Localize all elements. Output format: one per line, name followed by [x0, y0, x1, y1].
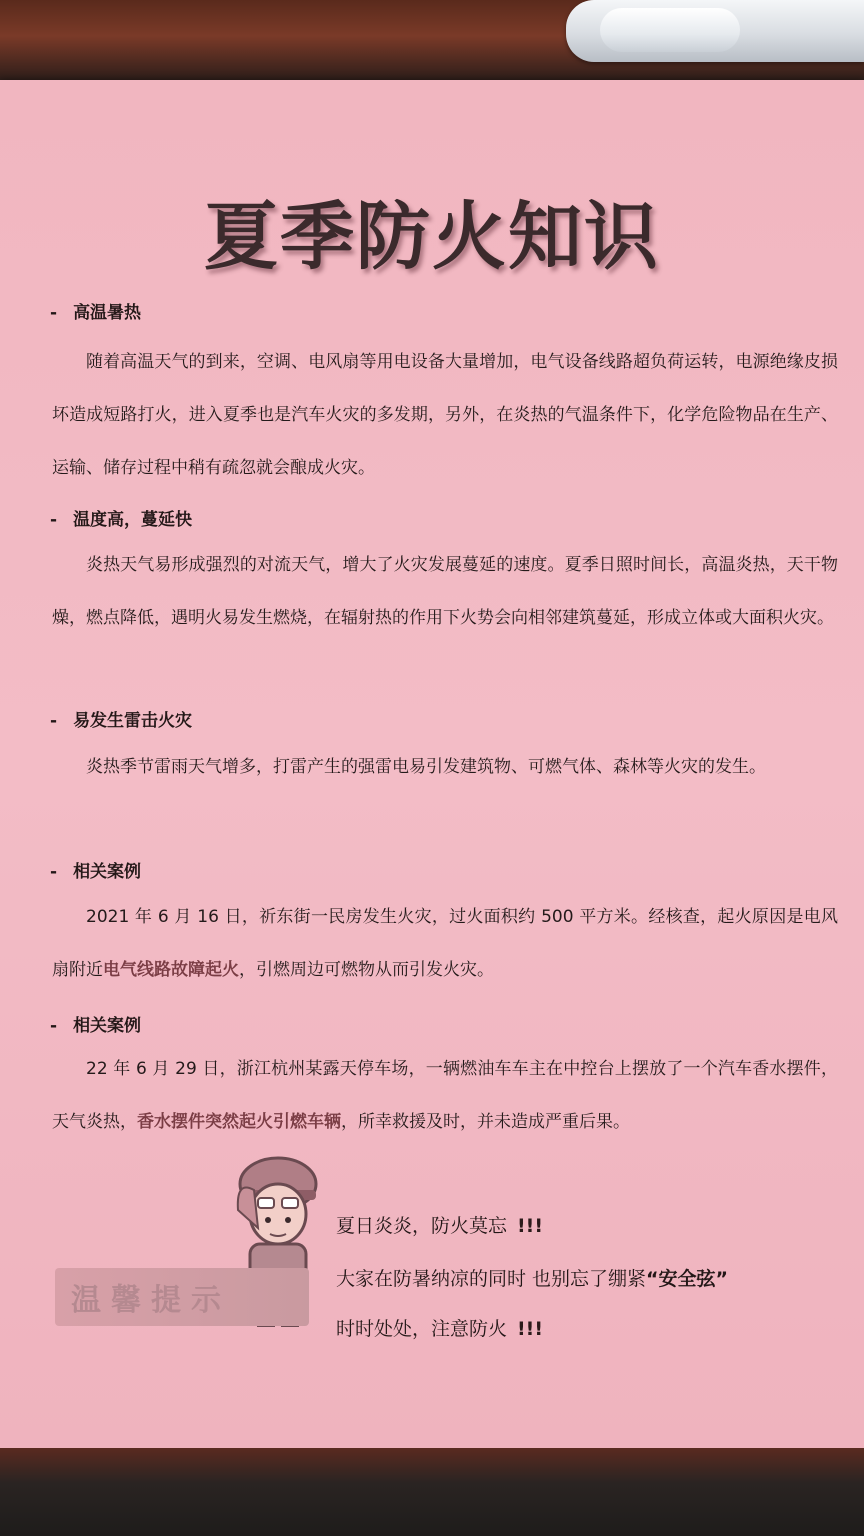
case-text: 22 年 6 月 29 日，浙江杭州某露天停车场，一辆燃油车车主在中控台上摆放了一个汽车香水摆件，天气炎热，	[52, 1059, 838, 1132]
pen-cap-image	[600, 8, 740, 52]
section-paragraph: 随着高温天气的到来，空调、电风扇等用电设备大量增加，电气设备线路超负荷运转，电源绝缘皮损坏造成短路打火，进入夏季也是汽车火灾的多发期，另外，在炎热的气温条件下，化学危险物品在生产、运输、储存过程中稍有疏忽就会酿成火灾。	[52, 352, 838, 478]
case-highlight: 香水摆件突然起火引燃车辆	[137, 1112, 341, 1132]
desk-bottom-edge	[0, 1448, 864, 1536]
case-paragraph	[52, 1043, 838, 1149]
case-paragraph	[52, 891, 838, 997]
tip-highlight: “安全弦”	[646, 1268, 729, 1290]
section-heading-text: 高温暑热	[73, 303, 142, 323]
case-text: 2021 年 6 月 16 日，祈东街一民房发生火灾，过火面积约 500 平方米。经核查，起火原因是电风扇附近	[52, 907, 838, 980]
case-text: ，引燃周边可燃物从而引发火灾。	[239, 960, 494, 980]
tip-line-text: 大家在防暑纳凉的同时 也别忘了绷紧	[336, 1268, 647, 1290]
bullet-dash: -	[50, 862, 58, 882]
bullet-dash: -	[50, 510, 58, 530]
section-heading-text: 相关案例	[73, 1016, 142, 1036]
case-text: ，所幸救援及时，并未造成严重后果。	[341, 1112, 630, 1132]
tip-line-1	[336, 1211, 543, 1238]
section-heading	[50, 505, 192, 530]
section-heading	[50, 298, 141, 323]
section-heading-text: 相关案例	[73, 862, 142, 882]
tip-line-2	[336, 1264, 728, 1291]
exclamation-marks: !!!	[517, 1318, 544, 1340]
section-heading-text: 温度高，蔓延快	[73, 510, 193, 530]
tip-line-3	[336, 1314, 543, 1341]
section-heading	[50, 857, 141, 882]
exclamation-marks: !!!	[517, 1215, 544, 1237]
tip-line-text: 时时处处，注意防火	[336, 1318, 508, 1340]
bullet-dash: -	[50, 303, 58, 323]
section-paragraph: 炎热季节雷雨天气增多，打雷产生的强雷电易引发建筑物、可燃气体、森林等火灾的发生。	[86, 757, 766, 777]
poster-title: 夏季防火知识	[204, 194, 660, 280]
bullet-dash: -	[50, 711, 58, 731]
section-heading-text: 易发生雷击火灾	[73, 711, 193, 731]
bullet-dash: -	[50, 1016, 58, 1036]
tip-badge	[55, 1268, 309, 1326]
tip-badge-label: 温馨提示	[71, 1283, 231, 1318]
case-highlight: 电气线路故障起火	[103, 960, 239, 980]
section-paragraph: 炎热天气易形成强烈的对流天气，增大了火灾发展蔓延的速度。夏季日照时间长，高温炎热，天干物燥，燃点降低，遇明火易发生燃烧，在辐射热的作用下火势会向相邻建筑蔓延，形成立体或大面积火灾。	[52, 555, 838, 628]
tip-line-text: 夏日炎炎，防火莫忘	[336, 1215, 508, 1237]
section-heading	[50, 1011, 141, 1036]
section-heading	[50, 706, 192, 731]
